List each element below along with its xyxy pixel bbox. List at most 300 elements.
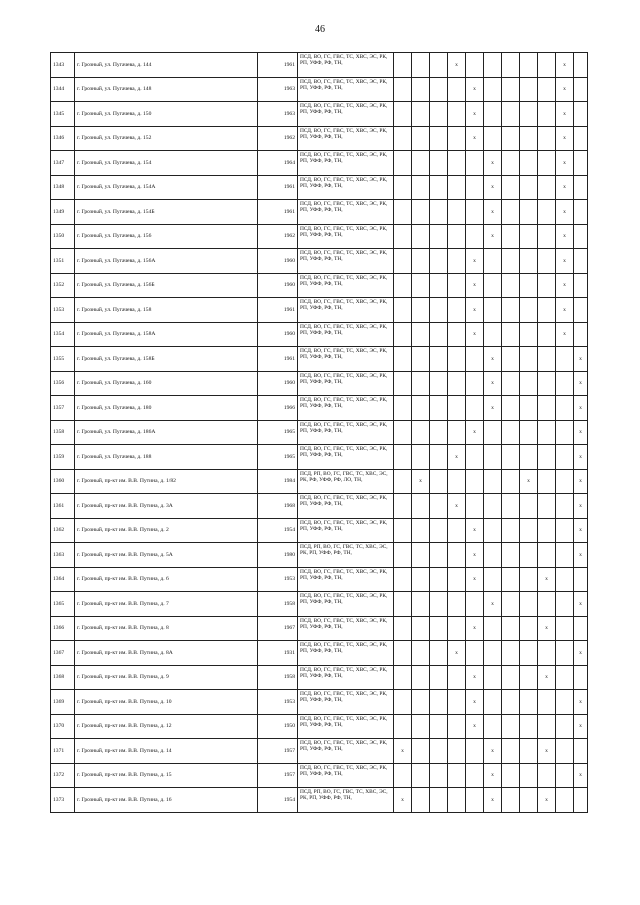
address-cell: г. Грозный, ул. Пугачева, д. 156 — [75, 224, 258, 249]
year-mark-cell — [502, 200, 520, 225]
works-list-cell: ПСД, ВО, ГС, ГВС, ТС, ХВС, ЭС, РК, РП, УФФ, РФ, ТН, — [298, 200, 394, 225]
year-mark-cell — [520, 420, 538, 445]
year-mark-cell — [412, 102, 430, 127]
year-mark-cell: x — [556, 126, 574, 151]
year-mark-cell — [538, 469, 556, 494]
table-row — [51, 445, 588, 470]
year-mark-cell: x — [556, 151, 574, 176]
year-mark-cell — [502, 224, 520, 249]
year-built-cell: 1958 — [258, 592, 298, 617]
year-mark-cell: x — [484, 224, 502, 249]
year-mark-cell — [448, 592, 466, 617]
year-mark-cell: x — [574, 641, 588, 666]
year-mark-cell: x — [556, 273, 574, 298]
year-mark-cell — [502, 126, 520, 151]
year-built-cell: 1965 — [258, 445, 298, 470]
year-mark-cell — [502, 249, 520, 274]
year-mark-cell — [538, 763, 556, 788]
year-mark-cell — [538, 396, 556, 421]
year-mark-cell — [430, 200, 448, 225]
works-list-cell: ПСД, ВО, ГС, ГВС, ТС, ХВС, ЭС, РК, РП, УФФ, РФ, ТН, — [298, 592, 394, 617]
year-mark-cell — [574, 224, 588, 249]
year-mark-cell: x — [394, 788, 412, 813]
year-mark-cell — [412, 200, 430, 225]
year-mark-cell — [538, 273, 556, 298]
year-mark-cell: x — [574, 543, 588, 568]
year-mark-cell — [520, 175, 538, 200]
row-number-cell: 1367 — [51, 641, 75, 666]
year-mark-cell — [448, 298, 466, 323]
year-mark-cell — [430, 175, 448, 200]
row-number-cell: 1366 — [51, 616, 75, 641]
year-mark-cell — [484, 322, 502, 347]
year-built-cell: 1980 — [258, 543, 298, 568]
table-row — [51, 592, 588, 617]
address-cell: г. Грозный, ул. Пугачева, д. 156Б — [75, 273, 258, 298]
year-mark-cell — [412, 592, 430, 617]
row-number-cell: 1350 — [51, 224, 75, 249]
row-number-cell: 1347 — [51, 151, 75, 176]
year-mark-cell — [574, 567, 588, 592]
year-mark-cell — [466, 371, 484, 396]
year-mark-cell: x — [484, 739, 502, 764]
year-mark-cell: x — [448, 494, 466, 519]
table-row — [51, 273, 588, 298]
year-mark-cell — [520, 592, 538, 617]
year-mark-cell — [448, 396, 466, 421]
year-mark-cell — [484, 616, 502, 641]
year-mark-cell — [520, 77, 538, 102]
row-number-cell: 1352 — [51, 273, 75, 298]
year-mark-cell: x — [466, 420, 484, 445]
year-mark-cell: x — [556, 224, 574, 249]
works-list-cell: ПСД, ВО, ГС, ГВС, ТС, ХВС, ЭС, РК, РП, УФФ, РФ, ТН, — [298, 175, 394, 200]
year-mark-cell — [520, 249, 538, 274]
year-mark-cell — [574, 788, 588, 813]
year-mark-cell — [394, 53, 412, 78]
year-mark-cell — [520, 788, 538, 813]
year-mark-cell — [502, 298, 520, 323]
year-mark-cell — [448, 273, 466, 298]
year-built-cell: 1961 — [258, 200, 298, 225]
year-mark-cell — [466, 494, 484, 519]
year-mark-cell: x — [412, 469, 430, 494]
year-mark-cell — [538, 445, 556, 470]
row-number-cell: 1346 — [51, 126, 75, 151]
year-mark-cell — [394, 273, 412, 298]
year-mark-cell — [448, 543, 466, 568]
year-mark-cell — [502, 739, 520, 764]
year-mark-cell — [412, 543, 430, 568]
year-mark-cell: x — [484, 763, 502, 788]
year-mark-cell — [448, 371, 466, 396]
table-row — [51, 763, 588, 788]
year-mark-cell — [502, 347, 520, 372]
works-list-cell: ПСД, ВО, ГС, ГВС, ТС, ХВС, ЭС, РК, РП, УФФ, РФ, ТН, — [298, 690, 394, 715]
year-mark-cell — [412, 641, 430, 666]
year-mark-cell — [556, 592, 574, 617]
year-mark-cell — [538, 371, 556, 396]
works-list-cell: ПСД, ВО, ГС, ГВС, ТС, ХВС, ЭС, РК, РП, УФФ, РФ, ТН, — [298, 714, 394, 739]
address-cell: г. Грозный, ул. Пугачева, д. 188 — [75, 445, 258, 470]
year-mark-cell — [394, 445, 412, 470]
year-mark-cell — [520, 518, 538, 543]
row-number-cell: 1368 — [51, 665, 75, 690]
year-mark-cell — [394, 298, 412, 323]
year-mark-cell — [556, 690, 574, 715]
row-number-cell: 1356 — [51, 371, 75, 396]
year-mark-cell — [430, 53, 448, 78]
year-mark-cell — [520, 371, 538, 396]
year-mark-cell — [484, 445, 502, 470]
address-cell: г. Грозный, пр-кт им. В.В. Путина, д. 5А — [75, 543, 258, 568]
table-row — [51, 224, 588, 249]
year-mark-cell — [448, 420, 466, 445]
year-mark-cell — [412, 420, 430, 445]
year-mark-cell — [502, 788, 520, 813]
year-mark-cell: x — [448, 641, 466, 666]
year-built-cell: 1950 — [258, 714, 298, 739]
year-built-cell: 1954 — [258, 788, 298, 813]
year-built-cell: 1954 — [258, 518, 298, 543]
year-mark-cell — [484, 641, 502, 666]
year-mark-cell: x — [520, 469, 538, 494]
year-mark-cell — [430, 567, 448, 592]
year-mark-cell: x — [466, 77, 484, 102]
year-mark-cell: x — [556, 249, 574, 274]
year-mark-cell — [538, 494, 556, 519]
year-mark-cell — [394, 543, 412, 568]
year-mark-cell — [538, 322, 556, 347]
year-mark-cell — [484, 126, 502, 151]
year-mark-cell — [412, 567, 430, 592]
year-mark-cell — [520, 763, 538, 788]
year-mark-cell: x — [466, 690, 484, 715]
works-list-cell: ПСД, ВО, ГС, ГВС, ТС, ХВС, ЭС, РК, РП, УФФ, РФ, ТН, — [298, 102, 394, 127]
row-number-cell: 1348 — [51, 175, 75, 200]
year-mark-cell — [394, 102, 412, 127]
works-list-cell: ПСД, ВО, ГС, ГВС, ТС, ХВС, ЭС, РК, РП, УФФ, РФ, ТН, — [298, 396, 394, 421]
table-row — [51, 77, 588, 102]
year-mark-cell — [502, 53, 520, 78]
year-mark-cell — [466, 53, 484, 78]
year-mark-cell — [520, 298, 538, 323]
year-mark-cell — [430, 420, 448, 445]
year-mark-cell — [502, 371, 520, 396]
address-cell: г. Грозный, ул. Пугачева, д. 150 — [75, 102, 258, 127]
year-mark-cell — [412, 371, 430, 396]
year-mark-cell — [538, 641, 556, 666]
year-built-cell: 1963 — [258, 77, 298, 102]
year-mark-cell — [394, 322, 412, 347]
year-mark-cell — [394, 469, 412, 494]
year-built-cell: 1957 — [258, 763, 298, 788]
address-cell: г. Грозный, пр-кт им. В.В. Путина, д. 8А — [75, 641, 258, 666]
year-mark-cell — [430, 126, 448, 151]
year-mark-cell: x — [466, 567, 484, 592]
year-built-cell: 1967 — [258, 616, 298, 641]
year-built-cell: 1961 — [258, 175, 298, 200]
year-mark-cell: x — [466, 543, 484, 568]
year-mark-cell — [412, 53, 430, 78]
row-number-cell: 1349 — [51, 200, 75, 225]
year-mark-cell: x — [448, 445, 466, 470]
address-cell: г. Грозный, ул. Пугачева, д. 158А — [75, 322, 258, 347]
year-built-cell: 1962 — [258, 126, 298, 151]
row-number-cell: 1345 — [51, 102, 75, 127]
year-mark-cell — [502, 151, 520, 176]
table-row — [51, 665, 588, 690]
year-mark-cell — [538, 518, 556, 543]
table-row — [51, 396, 588, 421]
works-list-cell: ПСД, ВО, ГС, ГВС, ТС, ХВС, ЭС, РК, РП, УФФ, РФ, ТН, — [298, 77, 394, 102]
year-mark-cell — [538, 249, 556, 274]
address-cell: г. Грозный, ул. Пугачева, д. 144 — [75, 53, 258, 78]
year-mark-cell — [556, 420, 574, 445]
year-mark-cell — [466, 151, 484, 176]
year-mark-cell — [448, 690, 466, 715]
year-mark-cell: x — [484, 347, 502, 372]
year-mark-cell — [466, 175, 484, 200]
year-mark-cell — [412, 347, 430, 372]
year-mark-cell — [394, 518, 412, 543]
year-mark-cell: x — [448, 53, 466, 78]
year-mark-cell: x — [538, 665, 556, 690]
address-cell: г. Грозный, ул. Пугачева, д. 156А — [75, 249, 258, 274]
year-mark-cell — [394, 494, 412, 519]
year-mark-cell: x — [574, 714, 588, 739]
table-body — [51, 53, 588, 813]
year-mark-cell — [484, 494, 502, 519]
year-mark-cell — [430, 518, 448, 543]
year-mark-cell — [430, 616, 448, 641]
row-number-cell: 1370 — [51, 714, 75, 739]
year-mark-cell — [430, 396, 448, 421]
year-mark-cell: x — [574, 592, 588, 617]
year-mark-cell — [412, 788, 430, 813]
year-built-cell: 1968 — [258, 494, 298, 519]
year-mark-cell — [502, 518, 520, 543]
year-mark-cell — [484, 665, 502, 690]
housing-register-table — [50, 52, 588, 813]
year-mark-cell — [556, 665, 574, 690]
row-number-cell: 1369 — [51, 690, 75, 715]
year-built-cell: 1962 — [258, 224, 298, 249]
year-mark-cell — [556, 641, 574, 666]
table-row — [51, 200, 588, 225]
year-mark-cell — [502, 102, 520, 127]
year-mark-cell: x — [538, 616, 556, 641]
year-mark-cell — [394, 126, 412, 151]
year-mark-cell — [412, 763, 430, 788]
year-mark-cell: x — [466, 249, 484, 274]
year-mark-cell — [430, 102, 448, 127]
table-row — [51, 151, 588, 176]
year-mark-cell — [520, 53, 538, 78]
year-mark-cell — [538, 102, 556, 127]
year-mark-cell — [502, 543, 520, 568]
year-mark-cell — [574, 53, 588, 78]
year-mark-cell: x — [538, 567, 556, 592]
year-mark-cell — [394, 592, 412, 617]
year-mark-cell — [448, 469, 466, 494]
year-mark-cell — [430, 273, 448, 298]
year-mark-cell: x — [556, 322, 574, 347]
year-mark-cell — [556, 494, 574, 519]
year-mark-cell: x — [466, 665, 484, 690]
table-row — [51, 567, 588, 592]
year-mark-cell — [520, 322, 538, 347]
year-mark-cell — [430, 469, 448, 494]
year-mark-cell — [556, 739, 574, 764]
works-list-cell: ПСД, ВО, ГС, ГВС, ТС, ХВС, ЭС, РК, РП, УФФ, РФ, ТН, — [298, 322, 394, 347]
row-number-cell: 1372 — [51, 763, 75, 788]
year-mark-cell — [394, 567, 412, 592]
year-mark-cell: x — [556, 200, 574, 225]
year-mark-cell — [520, 616, 538, 641]
year-mark-cell — [466, 739, 484, 764]
year-mark-cell: x — [394, 739, 412, 764]
year-mark-cell — [394, 175, 412, 200]
year-mark-cell — [556, 396, 574, 421]
year-mark-cell — [538, 126, 556, 151]
works-list-cell: ПСД, ВО, ГС, ГВС, ТС, ХВС, ЭС, РК, РП, УФФ, РФ, ТН, — [298, 445, 394, 470]
year-mark-cell — [448, 763, 466, 788]
year-mark-cell — [520, 347, 538, 372]
year-mark-cell — [394, 665, 412, 690]
year-mark-cell — [502, 469, 520, 494]
row-number-cell: 1371 — [51, 739, 75, 764]
works-list-cell: ПСД, ВО, ГС, ГВС, ТС, ХВС, ЭС, РК, РП, УФФ, РФ, ТН, — [298, 641, 394, 666]
year-mark-cell — [412, 616, 430, 641]
year-mark-cell — [394, 420, 412, 445]
year-mark-cell: x — [484, 396, 502, 421]
year-mark-cell — [502, 494, 520, 519]
year-mark-cell — [538, 224, 556, 249]
row-number-cell: 1362 — [51, 518, 75, 543]
year-mark-cell — [430, 322, 448, 347]
year-mark-cell — [502, 445, 520, 470]
year-mark-cell — [484, 543, 502, 568]
year-mark-cell — [448, 175, 466, 200]
year-mark-cell — [466, 592, 484, 617]
year-mark-cell — [430, 224, 448, 249]
address-cell: г. Грозный, ул. Пугачева, д. 186А — [75, 420, 258, 445]
works-list-cell: ПСД, ВО, ГС, ГВС, ТС, ХВС, ЭС, РК, РП, УФФ, РФ, ТН, — [298, 567, 394, 592]
year-mark-cell: x — [574, 371, 588, 396]
year-mark-cell — [394, 151, 412, 176]
works-list-cell: ПСД, РП, ВО, ГС, ГВС, ТС, ХВС, ЭС, РК, РП, УФФ, РФ, ТН, — [298, 543, 394, 568]
year-mark-cell — [448, 102, 466, 127]
year-mark-cell — [556, 347, 574, 372]
year-mark-cell — [412, 249, 430, 274]
year-mark-cell — [412, 322, 430, 347]
works-list-cell: ПСД, ВО, ГС, ГВС, ТС, ХВС, ЭС, РК, РП, УФФ, РФ, ТН, — [298, 151, 394, 176]
year-mark-cell: x — [538, 739, 556, 764]
year-mark-cell — [538, 690, 556, 715]
year-built-cell: 1963 — [258, 102, 298, 127]
year-mark-cell — [574, 77, 588, 102]
year-mark-cell: x — [556, 53, 574, 78]
year-mark-cell — [520, 690, 538, 715]
year-mark-cell — [466, 200, 484, 225]
year-mark-cell: x — [556, 77, 574, 102]
address-cell: г. Грозный, пр-кт им. В.В. Путина, д. 1/82 — [75, 469, 258, 494]
row-number-cell: 1354 — [51, 322, 75, 347]
year-mark-cell — [574, 616, 588, 641]
year-mark-cell — [448, 347, 466, 372]
year-mark-cell — [430, 77, 448, 102]
table-row — [51, 53, 588, 78]
table-row — [51, 298, 588, 323]
row-number-cell: 1351 — [51, 249, 75, 274]
year-mark-cell — [448, 151, 466, 176]
year-mark-cell: x — [466, 518, 484, 543]
year-mark-cell: x — [466, 126, 484, 151]
year-mark-cell — [430, 543, 448, 568]
year-mark-cell — [394, 371, 412, 396]
year-mark-cell — [520, 151, 538, 176]
year-mark-cell — [484, 714, 502, 739]
year-mark-cell — [394, 616, 412, 641]
works-list-cell: ПСД, ВО, ГС, ГВС, ТС, ХВС, ЭС, РК, РП, УФФ, РФ, ТН, — [298, 273, 394, 298]
year-mark-cell — [538, 347, 556, 372]
year-mark-cell — [502, 420, 520, 445]
year-mark-cell — [538, 53, 556, 78]
year-mark-cell — [484, 249, 502, 274]
address-cell: г. Грозный, ул. Пугачева, д. 154 — [75, 151, 258, 176]
year-mark-cell — [484, 420, 502, 445]
address-cell: г. Грозный, ул. Пугачева, д. 154А — [75, 175, 258, 200]
year-mark-cell — [466, 763, 484, 788]
row-number-cell: 1360 — [51, 469, 75, 494]
year-built-cell: 1958 — [258, 665, 298, 690]
year-mark-cell — [394, 347, 412, 372]
year-mark-cell — [448, 665, 466, 690]
table-row — [51, 739, 588, 764]
year-mark-cell — [430, 788, 448, 813]
year-mark-cell — [538, 175, 556, 200]
year-built-cell: 1953 — [258, 690, 298, 715]
works-list-cell: ПСД, РП, ВО, ГС, ГВС, ТС, ХВС, ЭС, РК, РФ, УФФ, РФ, ЛО, ТН, — [298, 469, 394, 494]
year-mark-cell — [502, 175, 520, 200]
table-row — [51, 322, 588, 347]
works-list-cell: ПСД, ВО, ГС, ГВС, ТС, ХВС, ЭС, РК, РП, УФФ, РФ, ТН, — [298, 665, 394, 690]
address-cell: г. Грозный, ул. Пугачева, д. 152 — [75, 126, 258, 151]
year-mark-cell — [448, 616, 466, 641]
year-mark-cell — [448, 126, 466, 151]
year-mark-cell — [520, 126, 538, 151]
table-row — [51, 420, 588, 445]
year-mark-cell — [502, 592, 520, 617]
works-list-cell: ПСД, ВО, ГС, ГВС, ТС, ХВС, ЭС, РК, РП, УФФ, РФ, ТН, — [298, 224, 394, 249]
year-mark-cell — [538, 714, 556, 739]
year-mark-cell: x — [466, 714, 484, 739]
row-number-cell: 1373 — [51, 788, 75, 813]
year-mark-cell — [502, 714, 520, 739]
year-mark-cell — [412, 665, 430, 690]
year-mark-cell — [448, 567, 466, 592]
year-mark-cell — [556, 469, 574, 494]
row-number-cell: 1353 — [51, 298, 75, 323]
year-mark-cell — [412, 298, 430, 323]
year-built-cell: 1931 — [258, 641, 298, 666]
year-mark-cell — [412, 518, 430, 543]
year-mark-cell — [520, 396, 538, 421]
year-mark-cell — [502, 567, 520, 592]
year-mark-cell: x — [556, 102, 574, 127]
year-mark-cell: x — [574, 518, 588, 543]
